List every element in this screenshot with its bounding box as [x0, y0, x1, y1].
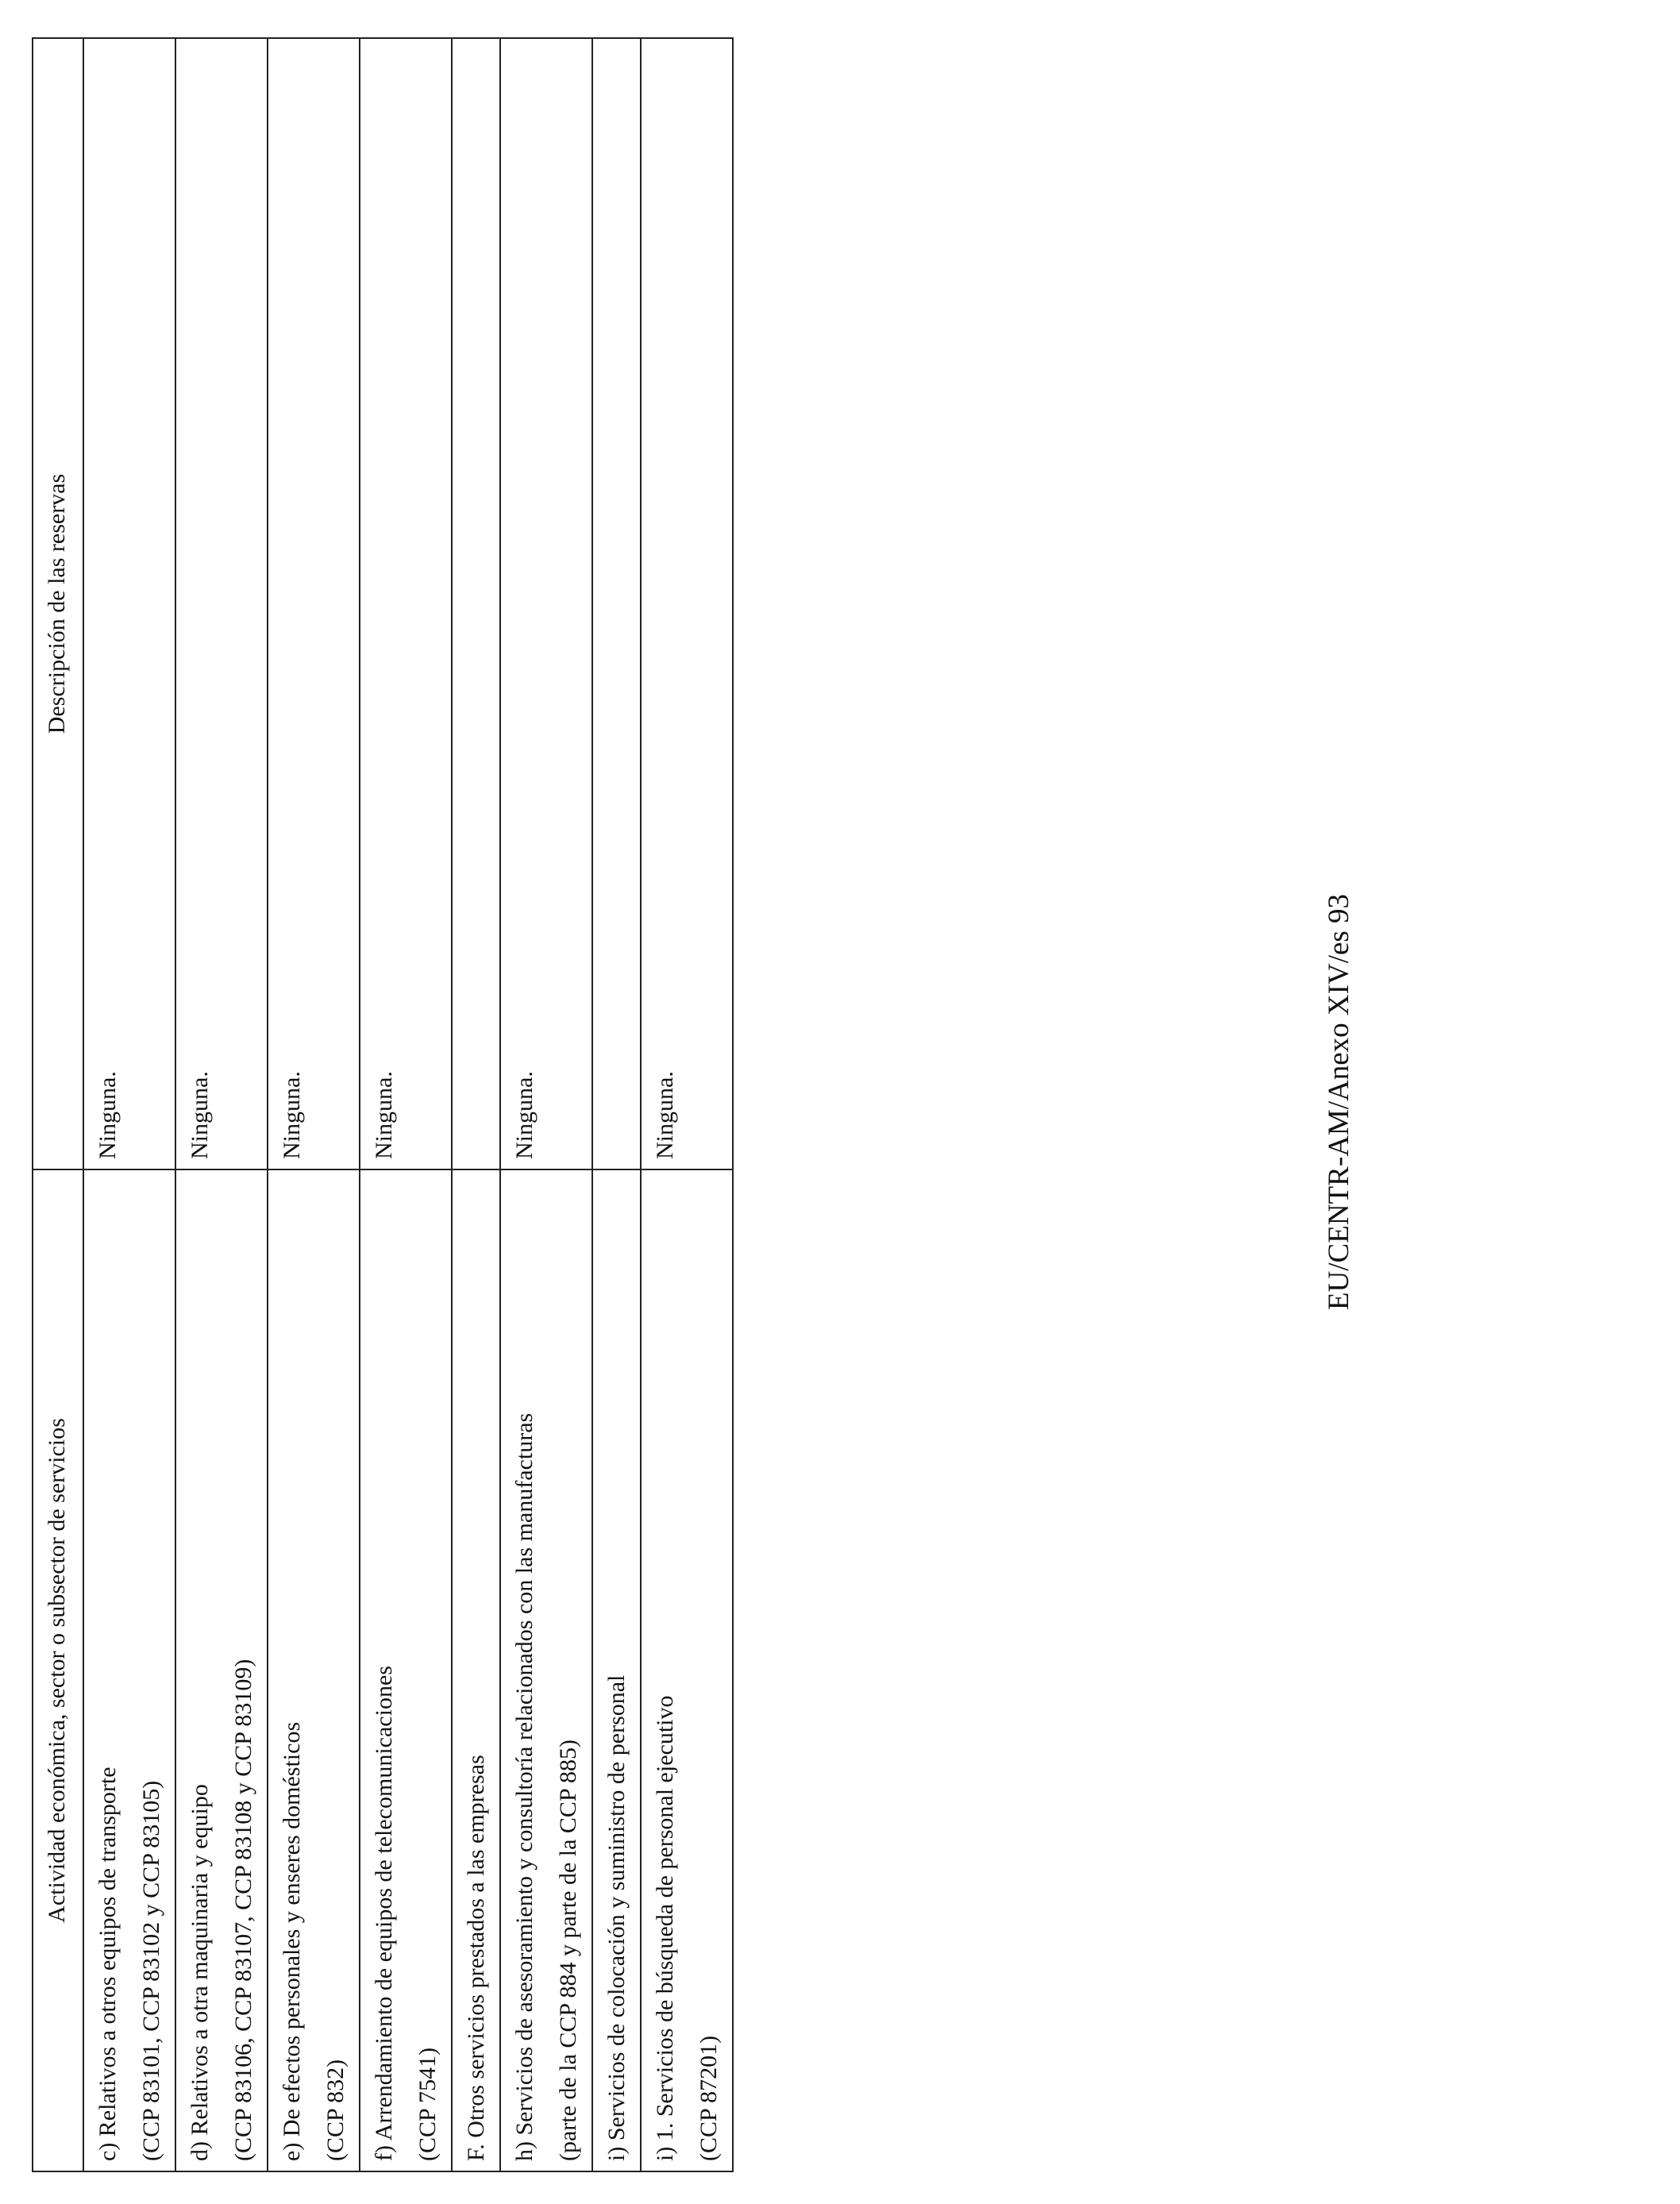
description-cell: Ninguna. — [641, 38, 733, 1169]
description-cell — [452, 38, 500, 1169]
table-row — [268, 38, 360, 2171]
description-cell: Ninguna. — [360, 38, 452, 1169]
activity-cell — [452, 1169, 500, 2171]
activity-line: (CCP 7541) — [414, 2047, 441, 2161]
activity-line: (parte de la CCP 884 y parte de la CCP 885) — [555, 1739, 581, 2161]
activity-cell — [592, 1169, 641, 2171]
table-row — [452, 38, 500, 2171]
description-cell: Ninguna. — [175, 38, 268, 1169]
activity-line: (CCP 832) — [322, 2059, 349, 2161]
activity-line: F. Otros servicios prestados a las empresas — [463, 1755, 489, 2161]
table-row — [83, 38, 175, 2171]
activity-line: h) Servicios de asesoramiento y consultoría relacionados con las manufacturas — [511, 1412, 538, 2161]
activity-line: e) De efectos personales y enseres domésticos — [279, 1721, 305, 2161]
header-description: Descripción de las reservas — [33, 38, 83, 1169]
activity-line: d) Relativos a otra maquinaria y equipo — [187, 1784, 213, 2161]
header-activity: Actividad económica, sector o subsector de servicios — [33, 1169, 83, 2171]
activity-line: (CCP 83106, CCP 83107, CCP 83108 y CCP 83109) — [230, 1659, 256, 2161]
activity-line: i) Servicios de colocación y suministro de personal — [603, 1674, 630, 2161]
table-row — [360, 38, 452, 2171]
description-cell: Ninguna. — [500, 38, 592, 1169]
activity-cell — [83, 1169, 175, 2171]
table-row — [641, 38, 733, 2171]
description-cell: Ninguna. — [83, 38, 175, 1169]
description-cell: Ninguna. — [268, 38, 360, 1169]
activity-cell — [175, 1169, 268, 2171]
activity-line: i) 1. Servicios de búsqueda de personal ejecutivo — [652, 1695, 678, 2161]
activity-line: (CCP 83101, CCP 83102 y CCP 83105) — [138, 1780, 164, 2161]
table-row — [175, 38, 268, 2171]
table-header-row — [33, 38, 83, 2171]
description-cell — [592, 38, 641, 1169]
activity-line: (CCP 87201) — [696, 2035, 722, 2161]
activity-cell — [360, 1169, 452, 2171]
activity-cell — [500, 1169, 592, 2171]
reservations-table — [32, 37, 734, 2172]
page-footer-reference: EU/CENTR-AM/Anexo XIV/es 93 — [1323, 893, 1355, 1311]
activity-line: c) Relativos a otros equipos de transporte — [94, 1767, 121, 2161]
activity-line: f) Arrendamiento de equipos de telecomunicaciones — [371, 1666, 397, 2161]
activity-cell — [268, 1169, 360, 2171]
table-row — [592, 38, 641, 2171]
table-row — [500, 38, 592, 2171]
activity-cell — [641, 1169, 733, 2171]
